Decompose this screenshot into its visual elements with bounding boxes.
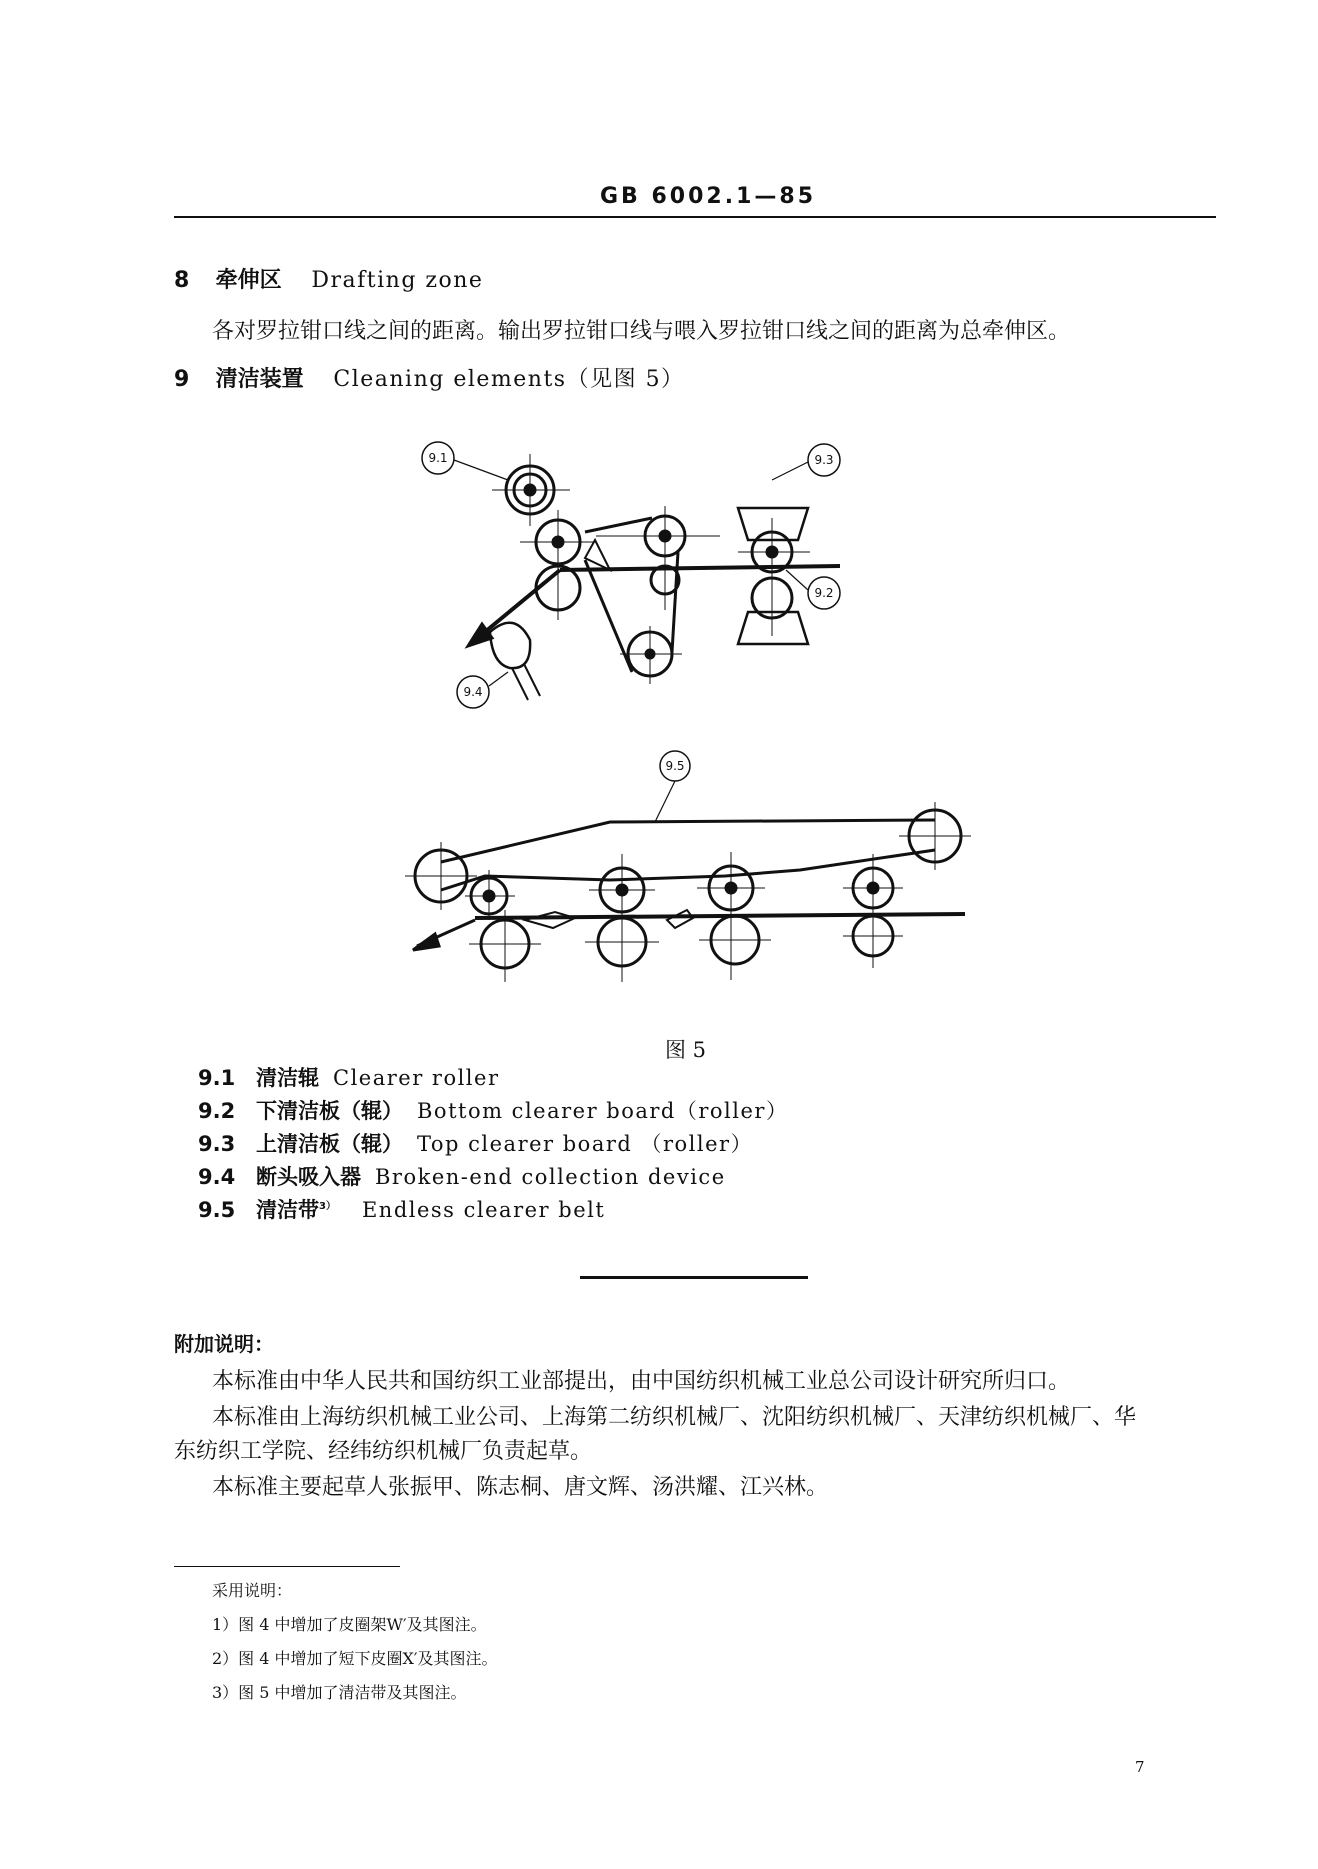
standard-header: GB 6002.1—85 bbox=[600, 184, 816, 209]
legend-en: Endless clearer belt bbox=[361, 1198, 606, 1222]
legend-number: 9.3 bbox=[198, 1132, 236, 1156]
footnote-item: 2）图 4 中增加了短下皮圈X′及其图注。 bbox=[212, 1649, 498, 1668]
legend-footnote-mark: 3） bbox=[319, 1201, 336, 1212]
term-number: 9 bbox=[174, 367, 190, 392]
legend-zh: 清洁带 bbox=[256, 1198, 319, 1222]
legend-en: Clearer roller bbox=[333, 1066, 500, 1090]
footnote-rule bbox=[174, 1566, 400, 1567]
footnote-item: 1）图 4 中增加了皮圈架W′及其图注。 bbox=[212, 1615, 487, 1634]
additional-heading: 附加说明： bbox=[174, 1332, 274, 1356]
legend-number: 9.1 bbox=[198, 1066, 236, 1090]
legend-item bbox=[198, 1095, 788, 1125]
callout-9-2: 9.2 bbox=[814, 586, 834, 600]
term-8 bbox=[174, 263, 483, 294]
section-divider bbox=[580, 1276, 808, 1279]
legend-number: 9.2 bbox=[198, 1099, 236, 1123]
legend-number: 9.4 bbox=[198, 1165, 236, 1189]
additional-p1: 本标准由中华人民共和国纺织工业部提出，由中国纺织机械工业总公司设计研究所归口。 bbox=[212, 1369, 1071, 1394]
legend-zh: 下清洁板（辊） bbox=[256, 1099, 403, 1123]
footnote-heading: 采用说明： bbox=[212, 1581, 293, 1600]
legend-item bbox=[198, 1161, 726, 1191]
term-number: 8 bbox=[174, 268, 190, 293]
legend-zh: 断头吸入器 bbox=[256, 1165, 361, 1189]
additional-p3: 本标准主要起草人张振甲、陈志桐、唐文辉、汤洪耀、江兴林。 bbox=[212, 1475, 829, 1500]
legend-en: Bottom clearer board（roller） bbox=[417, 1099, 789, 1123]
callout-9-4: 9.4 bbox=[463, 685, 483, 699]
legend-item bbox=[198, 1128, 753, 1158]
additional-p2a: 本标准由上海纺织机械工业公司、上海第二纺织机械厂、沈阳纺织机械厂、天津纺织机械厂、华 bbox=[212, 1405, 1137, 1430]
figure-5-upper-diagram bbox=[420, 440, 980, 720]
legend-item bbox=[198, 1062, 500, 1092]
legend-en: Top clearer board （roller） bbox=[417, 1132, 754, 1156]
callout-9-5: 9.5 bbox=[665, 759, 685, 773]
header-rule bbox=[174, 216, 1216, 218]
term-en: Cleaning elements（见图 5） bbox=[333, 367, 685, 392]
page-number: 7 bbox=[1135, 1758, 1145, 1776]
term-zh: 清洁装置 bbox=[215, 367, 304, 392]
legend-en: Broken-end collection device bbox=[375, 1165, 726, 1189]
callout-9-3: 9.3 bbox=[814, 453, 834, 467]
term-en: Drafting zone bbox=[311, 268, 484, 293]
legend-zh: 清洁辊 bbox=[256, 1066, 319, 1090]
additional-p2b: 东纺织工学院、经纬纺织机械厂负责起草。 bbox=[174, 1439, 593, 1464]
figure-caption: 图 5 bbox=[665, 1038, 707, 1062]
legend-item bbox=[198, 1194, 605, 1224]
figure-5-lower-diagram bbox=[405, 750, 995, 1010]
definition-8: 各对罗拉钳口线之间的距离。输出罗拉钳口线与喂入罗拉钳口线之间的距离为总牵伸区。 bbox=[212, 319, 1071, 344]
term-9 bbox=[174, 362, 685, 393]
footnote-item: 3）图 5 中增加了清洁带及其图注。 bbox=[212, 1683, 467, 1702]
legend-zh: 上清洁板（辊） bbox=[256, 1132, 403, 1156]
term-zh: 牵伸区 bbox=[215, 268, 282, 293]
callout-9-1: 9.1 bbox=[428, 451, 448, 465]
legend-number: 9.5 bbox=[198, 1198, 236, 1222]
